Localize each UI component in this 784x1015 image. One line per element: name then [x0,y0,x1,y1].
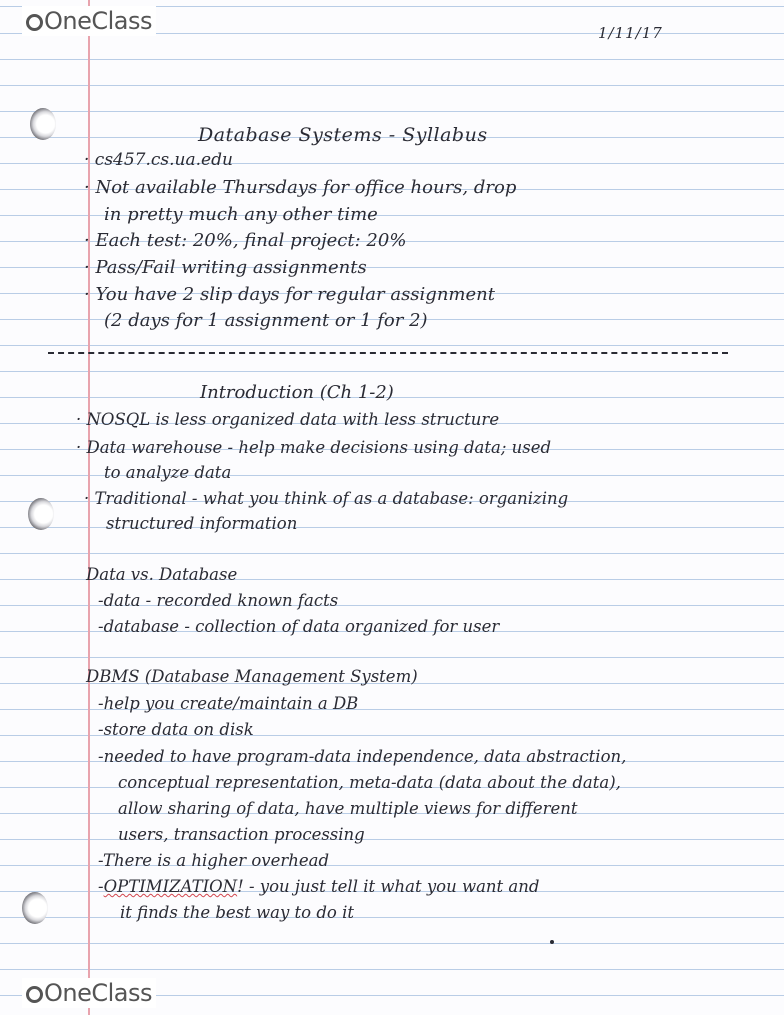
dbms-line: allow sharing of data, have multiple views for different [118,799,578,818]
data-vs-line: -database - collection of data organized for user [98,617,500,636]
brand-logo-text: OneClass [44,979,153,1007]
syllabus-line: in pretty much any other time [104,204,378,225]
syllabus-line: · You have 2 slip days for regular assignment [84,284,495,305]
section-divider [48,352,728,354]
dbms-heading: DBMS (Database Management System) [86,667,418,686]
note-title: Database Systems - Syllabus [198,124,488,146]
data-vs-heading: Data vs. Database [86,565,238,584]
syllabus-line: · Each test: 20%, final project: 20% [84,230,407,251]
intro-heading: Introduction (Ch 1-2) [200,382,394,403]
optimization-continuation: it finds the best way to do it [120,903,354,922]
brand-logo-icon [26,14,43,31]
dbms-line: -There is a higher overhead [98,851,330,870]
brand-logo-text: OneClass [44,7,153,35]
brand-logo-bottom [22,978,156,1008]
syllabus-line: · Pass/Fail writing assignments [84,257,367,278]
intro-line: to analyze data [104,463,232,482]
intro-line: · NOSQL is less organized data with less structure [76,410,500,429]
intro-line: structured information [106,514,298,533]
intro-line: · Data warehouse - help make decisions using data; used [76,438,552,457]
brand-logo-icon [26,986,43,1003]
dbms-line: users, transaction processing [118,825,365,844]
dbms-line: -needed to have program-data independence, data abstraction, [98,747,627,766]
binder-hole-middle [28,498,54,530]
brand-logo-top [22,6,156,36]
syllabus-line: (2 days for 1 assignment or 1 for 2) [104,310,428,331]
binder-hole-top [30,108,56,140]
dbms-line: conceptual representation, meta-data (data about the data), [118,773,621,792]
intro-line: · Traditional - what you think of as a database: organizing [84,489,569,508]
syllabus-line: · cs457.cs.ua.edu [84,150,233,170]
syllabus-line: · Not available Thursdays for office hours, drop [84,177,517,198]
dbms-line: -help you create/maintain a DB [98,694,359,713]
data-vs-line: -data - recorded known facts [98,591,339,610]
ink-dot [550,940,554,944]
binder-hole-bottom [22,892,48,924]
optimization-line: -OPTIMIZATION! - you just tell it what you want and [98,877,540,896]
note-date: 1/11/17 [598,24,663,42]
optimization-word: OPTIMIZATION [103,877,238,896]
dbms-line: -store data on disk [98,720,254,739]
optimization-rest: ! - you just tell it what you want and [237,877,540,896]
